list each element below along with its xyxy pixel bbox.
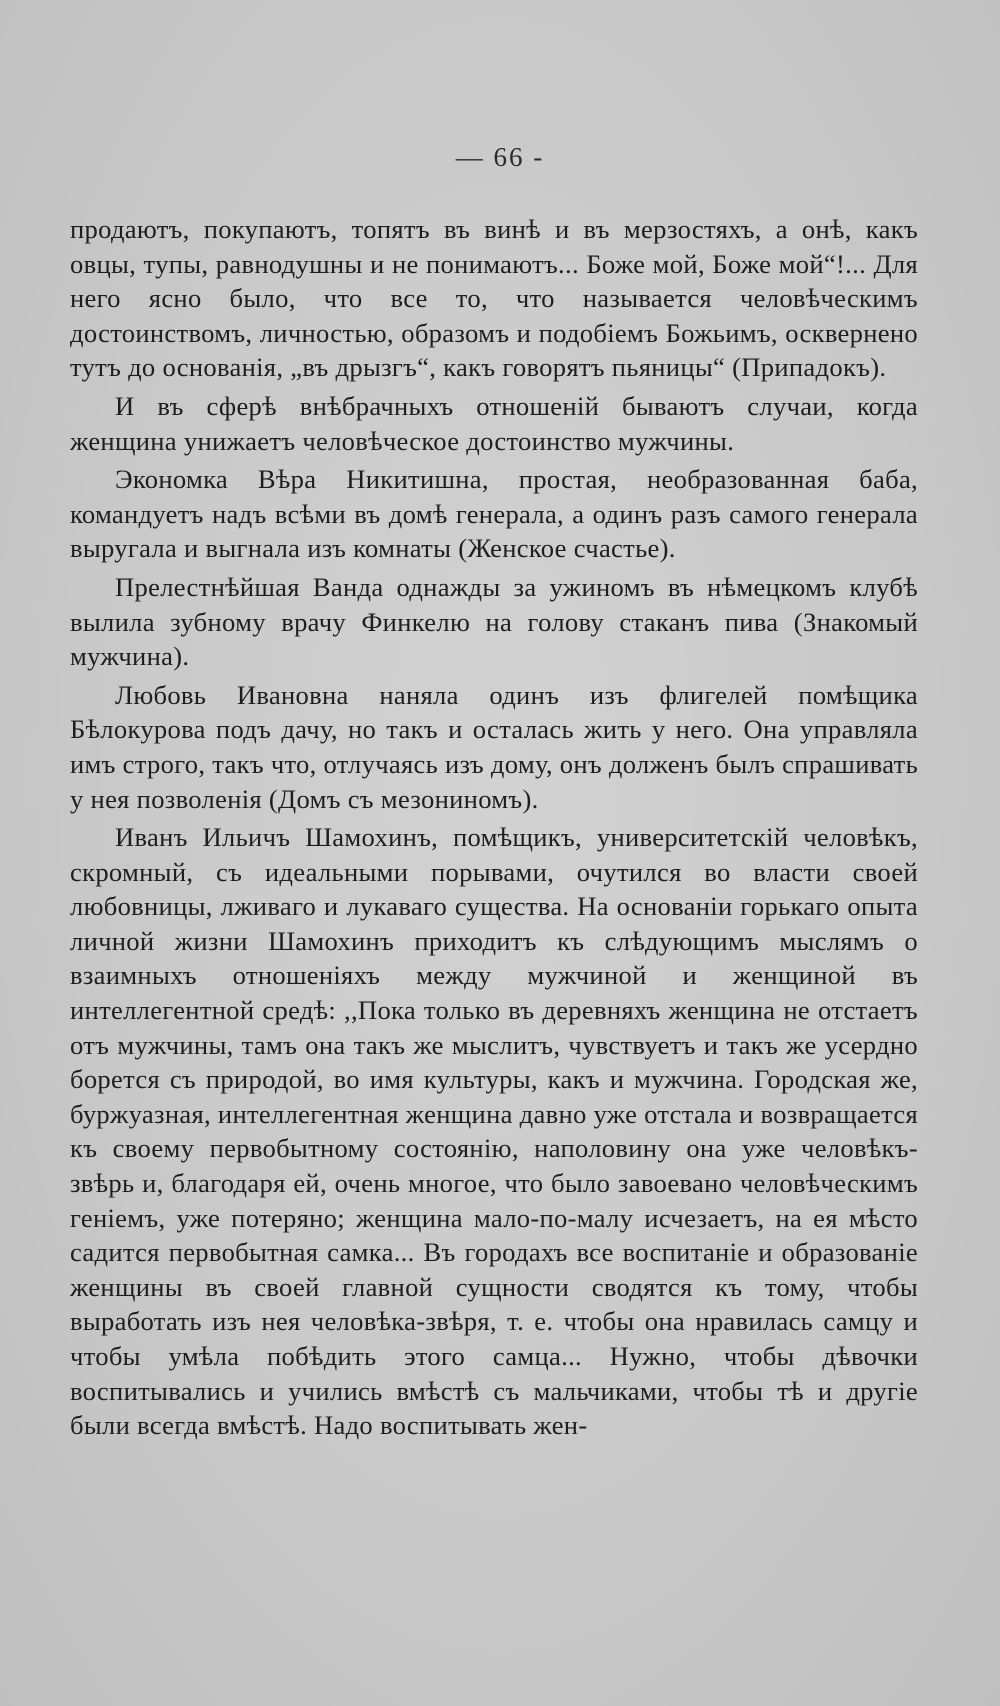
paragraph-1: продаютъ, покупаютъ, топятъ въ винѣ и въ мерзостяхъ, а онѣ, какъ овцы, тупы, равнодушны и не понимаютъ... Боже мой, Боже мой“!... Для него ясно было, что все то, что называется человѣческимъ достоинствомъ, личностью, образомъ и подобіемъ Божьимъ, осквернено тутъ до основанія, „въ дрызгъ“, какъ говорятъ пьяницы“ (Припадокъ). (70, 214, 918, 383)
paragraph-3: Экономка Вѣра Никитишна, простая, необразованная баба, командуетъ надъ всѣми въ домѣ генерала, а одинъ разъ самого генерала выругала и выгнала изъ комнаты (Женское счастье). (70, 464, 918, 564)
paragraph-4: Прелестнѣйшая Ванда однажды за ужиномъ въ нѣмецкомъ клубѣ вылила зубному врачу Финкелю на голову стаканъ пива (Знакомый мужчина). (70, 571, 918, 672)
paragraph-2: И въ сферѣ внѣбрачныхъ отношеній бываютъ случаи, когда женщина унижаетъ человѣческое достоинство мужчины. (70, 390, 918, 456)
paragraph-5: Любовь Ивановна наняла одинъ изъ флигелей помѣщика Бѣлокурова подъ дачу, но такъ и осталась жить у него. Она управляла имъ строго, такъ что, отлучаясь изъ дому, онъ долженъ былъ спрашивать у нея позволенія (Домъ съ мезониномъ). (70, 679, 918, 814)
page-number: — 66 - (455, 142, 545, 172)
body-text (70, 212, 918, 1443)
paragraph-6: Иванъ Ильичъ Шамохинъ, помѣщикъ, университетскій человѣкъ, скромный, съ идеальными порывами, очутился во власти своей любовницы, лживаго и лукаваго существа. На основаніи горькаго опыта личной жизни Шамохинъ приходитъ къ слѣдующимъ мыслямъ о взаимныхъ отношеніяхъ между мужчиной и женщиной въ интеллегентной средѣ: ,,Пока только въ деревняхъ женщина не отстаетъ отъ мужчины, тамъ она такъ же мыслитъ, чувствуетъ и такъ же усердно борется съ природой, во имя культуры, какъ и мужчина. Городская же, буржуазная, интеллегентная женщина давно уже отстала и возвращается къ своему первобытному состоянію, наполовину она уже человѣкъ-звѣрь и, благодаря ей, очень многое, что было завоевано человѣческимъ геніемъ, уже потеряно; женщина мало-по-малу исчезаетъ, на ея мѣсто садится первобытная самка... Въ городахъ все воспитаніе и образованіе женщины въ своей главной сущности сводятся къ тому, чтобы выработать изъ нея человѣка-звѣря, т. е. чтобы она нравилась самцу и чтобы умѣла побѣдить этого самца... Нужно, чтобы дѣвочки воспитывались и учились вмѣстѣ съ мальчиками, чтобы тѣ и другіе были всегда вмѣстѣ. Надо воспитывать жен- (70, 822, 918, 1441)
